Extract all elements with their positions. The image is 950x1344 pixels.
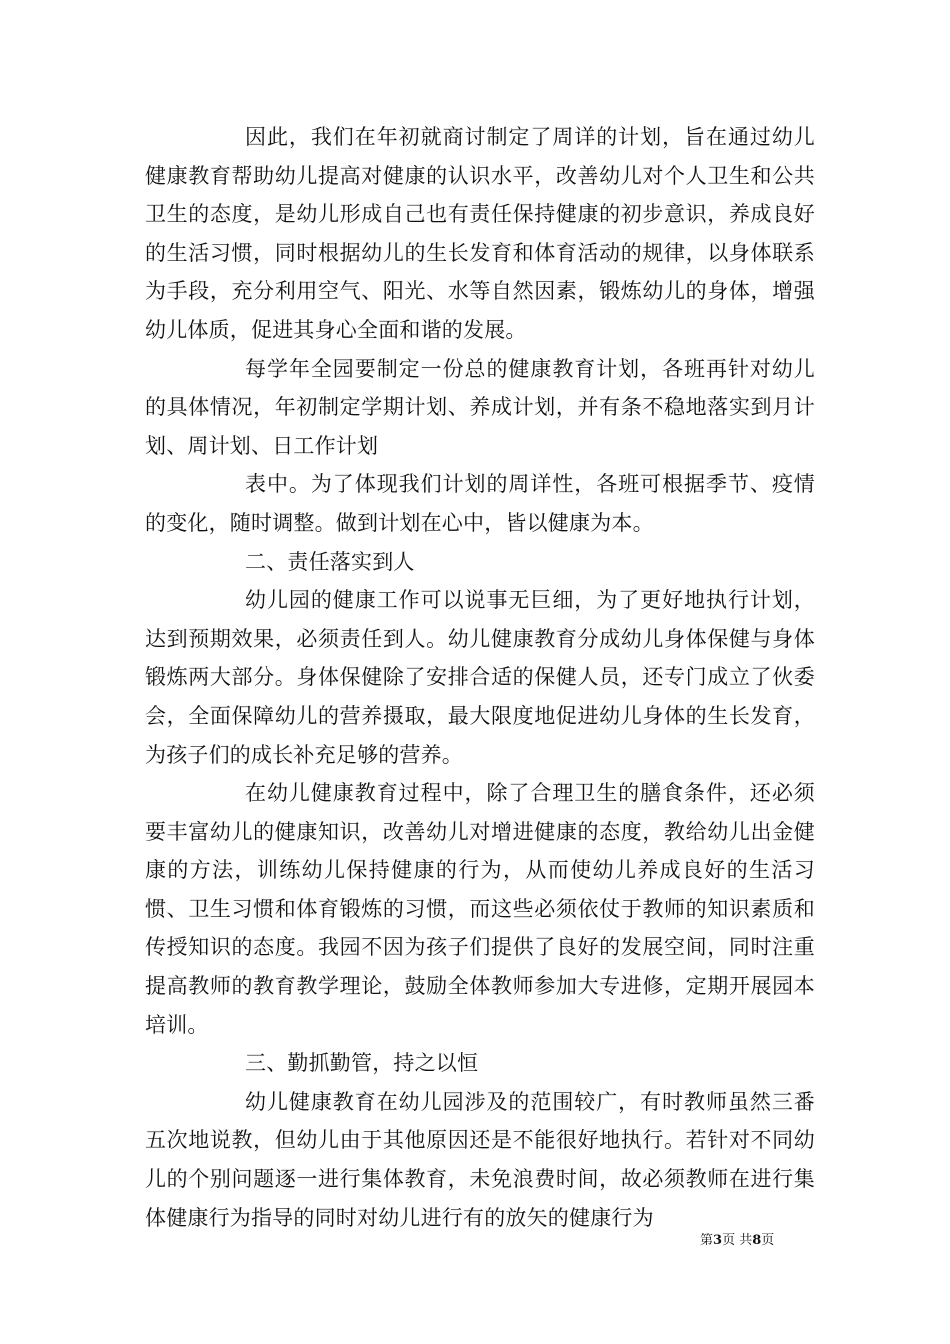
footer-prefix: 第 bbox=[700, 1233, 714, 1248]
paragraph: 幼儿园的健康工作可以说事无巨细，为了更好地执行计划，达到预期效果，必须责任到人。幼儿健康教育分成幼儿身体保健与身体锻炼两大部分。身体保健除了安排合适的保健人员，还专门成立了伙委会，全面保障幼儿的营养摄取，最大限度地促进幼儿身体的生长发育，为孩子们的成长补充足够的营养。 bbox=[145, 588, 815, 767]
paragraph: 每学年全园要制定一份总的健康教育计划，各班再针对幼儿的具体情况，年初制定学期计划、养成计划，并有条不稳地落实到月计划、周计划、日工作计划 bbox=[145, 356, 815, 458]
total-pages-number: 8 bbox=[752, 1233, 762, 1248]
footer-suffix: 页 bbox=[761, 1233, 775, 1248]
paragraph: 在幼儿健康教育过程中，除了合理卫生的膳食条件，还必须要丰富幼儿的健康知识，改善幼儿对增进健康的态度，教给幼儿出金健康的方法，训练幼儿保持健康的行为，从而使幼儿养成良好的生活习惯、卫生习惯和体育锻炼的习惯，而这些必须依仗于教师的知识素质和传授知识的态度。我园不因为孩子们提供了良好的发展空间，同时注重提高教师的教育教学理论，鼓励全体教师参加大专进修，定期开展园本培训。 bbox=[145, 781, 815, 1037]
page-footer bbox=[700, 1232, 774, 1250]
section-heading: 二、责任落实到人 bbox=[245, 549, 415, 574]
body-text bbox=[145, 118, 815, 1237]
paragraph: 幼儿健康教育在幼儿园涉及的范围较广，有时教师虽然三番五次地说教，但幼儿由于其他原因还是不能很好地执行。若针对不同幼儿的个别问题逐一进行集体教育，未免浪费时间，故必须教师在进行集体健康行为指导的同时对幼儿进行有的放矢的健康行为 bbox=[145, 1089, 815, 1230]
paragraph: 表中。为了体现我们计划的周详性，各班可根据季节、疫情的变化，随时调整。做到计划在心中，皆以健康为本。 bbox=[145, 472, 815, 535]
current-page-number: 3 bbox=[713, 1233, 723, 1248]
footer-middle: 页 共 bbox=[722, 1233, 753, 1248]
section-heading: 三、勤抓勤管，持之以恒 bbox=[245, 1051, 479, 1076]
paragraph: 因此，我们在年初就商讨制定了周详的计划，旨在通过幼儿健康教育帮助幼儿提高对健康的认识水平，改善幼儿对个人卫生和公共卫生的态度，是幼儿形成自己也有责任保持健康的初步意识，养成良好的生活习惯，同时根据幼儿的生长发育和体育活动的规律，以身体联系为手段，充分利用空气、阳光、水等自然因素，锻炼幼儿的身体，增强幼儿体质，促进其身心全面和谐的发展。 bbox=[145, 125, 815, 342]
